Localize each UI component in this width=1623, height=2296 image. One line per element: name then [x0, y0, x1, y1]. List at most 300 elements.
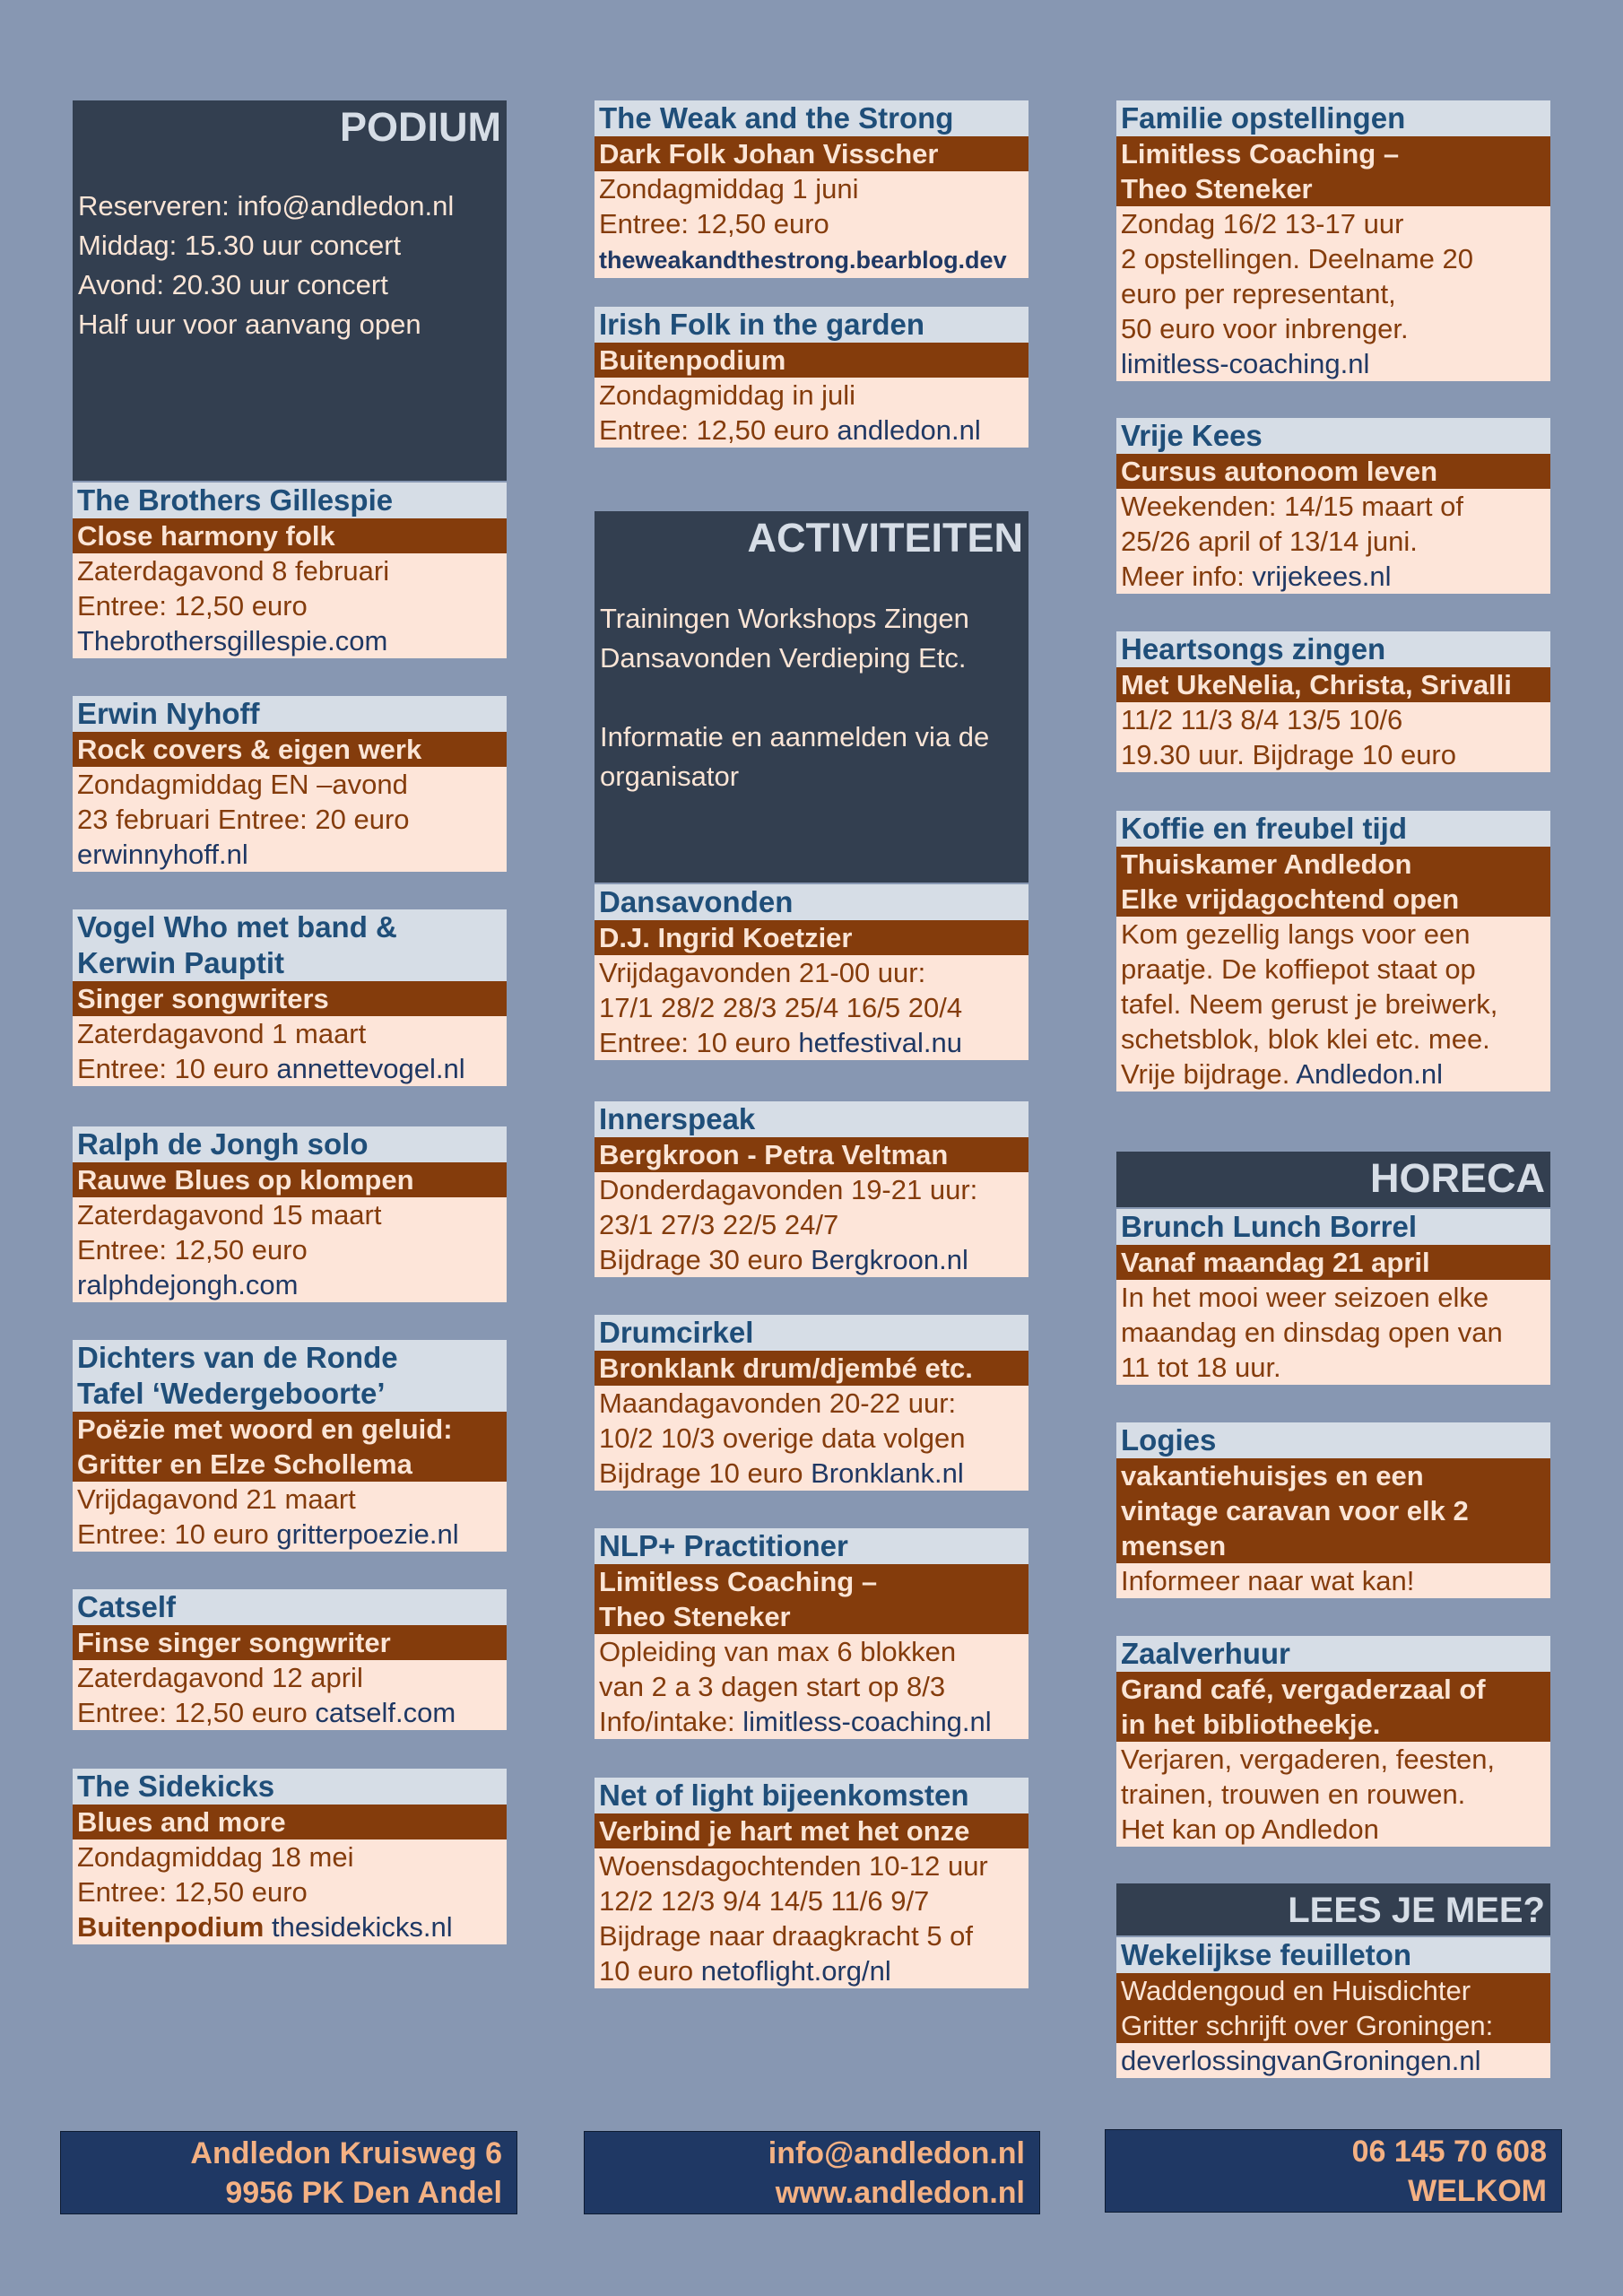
detail-text: Vrijdagavond 21 maart	[77, 1483, 356, 1515]
event-title-line: Heartsongs zingen	[1121, 632, 1386, 665]
event-detail-line	[1121, 1812, 1546, 1847]
event-subtitle-line: Verbind je hart met het onze	[599, 1815, 970, 1847]
event-subtitle	[1116, 136, 1550, 206]
event-title	[1116, 418, 1550, 454]
event-details	[595, 1634, 1028, 1739]
event-detail-line	[599, 413, 1024, 448]
event-detail-line	[599, 1883, 1024, 1918]
event-subtitle-line: Blues and more	[77, 1806, 286, 1838]
event-detail-line	[77, 553, 502, 588]
event-subtitle-line: vintage caravan voor elk 2	[1121, 1495, 1469, 1526]
event-title	[595, 1315, 1028, 1351]
event-details	[1116, 206, 1550, 381]
event-title	[1116, 1636, 1550, 1672]
event-subtitle	[73, 1162, 507, 1197]
lees-header	[1116, 1883, 1550, 1935]
detail-text: 25/26 april of 13/14 juni.	[1121, 526, 1418, 557]
event-link[interactable]: catself.com	[315, 1697, 456, 1728]
event-detail-line	[1121, 987, 1546, 1022]
event-title-line: Vogel Who met band &	[77, 910, 397, 944]
footer-phone	[1105, 2129, 1562, 2213]
event-detail-line	[77, 1909, 502, 1944]
detail-text: praatje. De koffiepot staat op	[1121, 953, 1476, 985]
activiteiten-info-line: Informatie en aanmelden via de	[600, 721, 990, 752]
event-detail-line	[599, 1207, 1024, 1242]
event-detail-line	[599, 171, 1024, 206]
event-detail-line	[77, 1051, 502, 1086]
event-detail-line	[77, 1695, 502, 1730]
event-subtitle	[73, 1625, 507, 1660]
event-detail-line	[1121, 346, 1546, 381]
event-detail-line	[599, 1953, 1024, 1988]
event-subtitle	[1116, 1672, 1550, 1742]
event-link[interactable]: Bergkroon.nl	[811, 1244, 968, 1275]
event-detail-line	[599, 1704, 1024, 1739]
podium-info-line: Reserveren: info@andledon.nl	[78, 190, 455, 222]
activiteiten-info	[595, 561, 1028, 796]
event-block	[73, 483, 507, 658]
footer-address	[60, 2131, 517, 2214]
event-subtitle	[1116, 847, 1550, 917]
footer-line: 9956 PK Den Andel	[225, 2176, 502, 2210]
event-link[interactable]: hetfestival.nu	[798, 1027, 962, 1058]
event-details	[1116, 1563, 1550, 1598]
detail-text: Entree: 12,50 euro	[599, 414, 838, 446]
event-detail-line	[599, 1421, 1024, 1456]
detail-text: Opleiding van max 6 blokken	[599, 1636, 957, 1667]
event-block	[595, 1315, 1028, 1491]
event-details	[73, 767, 507, 872]
event-detail-line	[599, 1242, 1024, 1277]
event-detail-line	[77, 1232, 502, 1267]
event-detail-line	[1121, 1350, 1546, 1385]
event-subtitle-line: vakantiehuisjes en een	[1121, 1460, 1424, 1492]
event-title-line: Familie opstellingen	[1121, 101, 1406, 135]
event-subtitle-line: in het bibliotheekje.	[1121, 1709, 1381, 1740]
detail-text: schetsblok, blok klei etc. mee.	[1121, 1023, 1490, 1055]
event-subtitle-line: Theo Steneker	[1121, 173, 1313, 204]
event-subtitle-line: Cursus autonoom leven	[1121, 456, 1438, 487]
detail-text: Zondag 16/2 13-17 uur	[1121, 208, 1404, 239]
detail-text: Donderdagavonden 19-21 uur:	[599, 1174, 978, 1205]
footer-phone-number: 06 145 70 608	[1351, 2135, 1547, 2169]
event-block	[73, 909, 507, 1086]
event-details	[595, 1172, 1028, 1277]
detail-text: Informeer naar wat kan!	[1121, 1565, 1415, 1596]
event-detail-line	[77, 837, 502, 872]
event-title	[595, 1101, 1028, 1137]
event-detail-line	[599, 1172, 1024, 1207]
event-detail-line	[599, 1634, 1024, 1669]
podium-header	[73, 100, 507, 481]
event-details	[1116, 1742, 1550, 1847]
event-detail-line	[1121, 1742, 1546, 1777]
event-block	[1116, 418, 1550, 594]
event-detail-line	[1121, 702, 1546, 737]
detail-text: Zondagmiddag 1 juni	[599, 173, 859, 204]
event-detail-line	[599, 1456, 1024, 1491]
detail-text: van 2 a 3 dagen start op 8/3	[599, 1671, 946, 1702]
detail-text: Bijdrage 30 euro	[599, 1244, 812, 1275]
detail-text: Verjaren, vergaderen, feesten,	[1121, 1744, 1496, 1775]
event-title	[73, 1340, 507, 1412]
event-block	[73, 696, 507, 872]
event-detail-line	[1121, 1022, 1546, 1057]
event-subtitle	[1116, 454, 1550, 489]
detail-text: 50 euro voor inbrenger.	[1121, 313, 1409, 344]
event-subtitle-line: Poëzie met woord en geluid:	[77, 1413, 453, 1445]
detail-text: Entree: 12,50 euro	[77, 1697, 316, 1728]
event-details	[595, 955, 1028, 1060]
event-subtitle	[595, 1813, 1028, 1848]
event-subtitle-line: mensen	[1121, 1530, 1227, 1561]
event-detail-line	[1121, 1280, 1546, 1315]
event-subtitle	[73, 1805, 507, 1839]
detail-text: Info/intake:	[599, 1706, 743, 1737]
event-title-line: Dichters van de Ronde	[77, 1341, 398, 1374]
event-detail-line	[77, 1482, 502, 1517]
event-link[interactable]: limitless-coaching.nl	[1121, 348, 1370, 379]
activiteiten-header	[595, 511, 1028, 883]
detail-text: Bijdrage naar draagkracht 5 of	[599, 1920, 974, 1952]
detail-text: Entree: 10 euro	[77, 1053, 277, 1084]
event-subtitle-line: Rauwe Blues op klompen	[77, 1164, 414, 1196]
event-detail-line	[77, 588, 502, 623]
event-detail-line	[1121, 1057, 1546, 1091]
event-subtitle-line: Limitless Coaching –	[1121, 138, 1400, 170]
event-subtitle	[595, 920, 1028, 955]
detail-text: Entree: 12,50 euro	[599, 208, 829, 239]
detail-text: Maandagavonden 20-22 uur:	[599, 1387, 957, 1419]
event-subtitle	[73, 1412, 507, 1482]
footer-welcome: WELKOM	[1408, 2174, 1547, 2208]
detail-text: 10 euro	[599, 1955, 701, 1987]
event-block	[595, 1528, 1028, 1739]
event-detail-line	[599, 955, 1024, 990]
detail-text: Zaterdagavond 12 april	[77, 1662, 363, 1693]
lees-title: Wekelijkse feuilleton	[1116, 1937, 1550, 1973]
event-details	[73, 1839, 507, 1944]
event-detail-line	[1121, 1563, 1546, 1598]
detail-text: trainen, trouwen en rouwen.	[1121, 1779, 1466, 1810]
event-title-line: NLP+ Practitioner	[599, 1529, 848, 1562]
event-details	[595, 1386, 1028, 1491]
event-detail-line	[1121, 917, 1546, 952]
event-detail-line	[1121, 952, 1546, 987]
footer-website[interactable]: www.andledon.nl	[775, 2176, 1025, 2210]
detail-text: Zondagmiddag EN –avond	[77, 769, 408, 800]
event-title	[1116, 100, 1550, 136]
event-title	[73, 1769, 507, 1805]
detail-text: tafel. Neem gerust je breiwerk,	[1121, 988, 1498, 1020]
event-details	[1116, 489, 1550, 594]
lees-subtitle-line: Gritter schrijft over Groningen:	[1121, 2010, 1494, 2041]
event-details	[595, 1848, 1028, 1988]
activiteiten-info-line: Trainingen Workshops Zingen	[600, 603, 969, 634]
event-block	[1116, 1209, 1550, 1385]
event-title-line: Ralph de Jongh solo	[77, 1127, 369, 1161]
event-link[interactable]: thesidekicks.nl	[271, 1911, 453, 1943]
event-subtitle	[73, 518, 507, 553]
event-link[interactable]: vrijekees.nl	[1252, 561, 1392, 592]
event-details	[73, 1197, 507, 1302]
podium-info-line: Middag: 15.30 uur concert	[78, 230, 402, 261]
event-block	[595, 884, 1028, 1060]
detail-text: Kom gezellig langs voor een	[1121, 918, 1471, 950]
event-link[interactable]: theweakandthestrong.bearblog.dev	[599, 247, 1007, 274]
event-title-line: Dansavonden	[599, 885, 794, 918]
podium-info-line: Half uur voor aanvang open	[78, 309, 421, 340]
event-subtitle-line: Bergkroon - Petra Veltman	[599, 1139, 949, 1170]
event-detail-line	[599, 1386, 1024, 1421]
lees-body	[1116, 2043, 1550, 2078]
event-detail-line	[77, 1517, 502, 1552]
podium-heading: PODIUM	[340, 104, 501, 150]
event-detail-line	[77, 1197, 502, 1232]
event-subtitle-line: Limitless Coaching –	[599, 1566, 878, 1597]
event-subtitle-line: Rock covers & eigen werk	[77, 734, 422, 765]
horeca-header	[1116, 1152, 1550, 1207]
lees-block	[1116, 1937, 1550, 2078]
event-block	[595, 1778, 1028, 1988]
event-detail-line	[77, 802, 502, 837]
event-detail-line	[1121, 276, 1546, 311]
event-title	[73, 483, 507, 518]
event-detail-line	[1121, 559, 1546, 594]
event-details	[73, 1016, 507, 1086]
detail-text: Zondagmiddag 18 mei	[77, 1841, 354, 1873]
event-subtitle-line: Close harmony folk	[77, 520, 335, 552]
event-detail-line	[1121, 311, 1546, 346]
event-link[interactable]: limitless-coaching.nl	[742, 1706, 992, 1737]
event-block	[73, 1589, 507, 1730]
event-details	[595, 378, 1028, 448]
detail-text: 23/1 27/3 22/5 24/7	[599, 1209, 839, 1240]
event-link[interactable]: netoflight.org/nl	[700, 1955, 891, 1987]
event-subtitle-line: Thuiskamer Andledon	[1121, 848, 1412, 880]
event-detail-line	[599, 1025, 1024, 1060]
event-title	[73, 1126, 507, 1162]
event-title	[1116, 1209, 1550, 1245]
event-link[interactable]: Bronklank.nl	[811, 1457, 964, 1489]
event-details	[73, 1482, 507, 1552]
event-title-line: Vrije Kees	[1121, 419, 1263, 452]
event-subtitle-line: Finse singer songwriter	[77, 1627, 391, 1658]
lees-link[interactable]: deverlossingvanGroningen.nl	[1121, 2045, 1481, 2076]
event-subtitle	[595, 1137, 1028, 1172]
event-detail-line	[77, 1874, 502, 1909]
event-block	[1116, 1422, 1550, 1598]
detail-text: Entree: 12,50 euro	[77, 1234, 308, 1265]
event-link[interactable]: erwinnyhoff.nl	[77, 839, 248, 870]
event-title-line: Kerwin Pauptit	[77, 946, 285, 979]
detail-text: Vrijdagavonden 21-00 uur:	[599, 957, 926, 988]
detail-text: Zondagmiddag in juli	[599, 379, 856, 411]
event-title	[595, 1528, 1028, 1564]
event-detail-line	[599, 241, 1024, 278]
detail-text: Weekenden: 14/15 maart of	[1121, 491, 1464, 522]
event-block	[595, 100, 1028, 278]
podium-info	[73, 151, 507, 344]
event-subtitle	[595, 1351, 1028, 1386]
event-subtitle-line: Met UkeNelia, Christa, Srivalli	[1121, 669, 1512, 700]
event-detail-line	[1121, 206, 1546, 241]
detail-text: Zaterdagavond 15 maart	[77, 1199, 382, 1231]
event-subtitle-line: Buitenpodium	[599, 344, 786, 376]
detail-text: Entree: 10 euro	[77, 1518, 277, 1550]
event-title-line: Net of light bijeenkomsten	[599, 1779, 969, 1812]
lees-subtitle	[1116, 1973, 1550, 2043]
activiteiten-info-line: Dansavonden Verdieping Etc.	[600, 642, 967, 674]
event-title	[595, 1778, 1028, 1813]
detail-text: Entree: 12,50 euro	[77, 1876, 308, 1908]
detail-text: 17/1 28/2 28/3 25/4 16/5 20/4	[599, 992, 963, 1023]
detail-text: Buitenpodium	[77, 1911, 265, 1943]
lees-subtitle-line: Waddengoud en Huisdichter	[1121, 1975, 1471, 2006]
event-title-line: The Sidekicks	[77, 1770, 275, 1803]
event-title-line: Koffie en freubel tijd	[1121, 812, 1408, 845]
event-subtitle	[1116, 1458, 1550, 1563]
detail-text: In het mooi weer seizoen elke	[1121, 1282, 1489, 1313]
event-title-line: Logies	[1121, 1423, 1217, 1457]
event-link[interactable]: Thebrothersgillespie.com	[77, 625, 388, 657]
event-link[interactable]: annettevogel.nl	[276, 1053, 465, 1084]
footer-email[interactable]: info@andledon.nl	[768, 2136, 1025, 2170]
detail-text: 23 februari Entree: 20 euro	[77, 804, 410, 835]
detail-text: Meer info:	[1121, 561, 1253, 592]
event-detail-line	[1121, 524, 1546, 559]
event-link[interactable]: gritterpoezie.nl	[276, 1518, 459, 1550]
event-title-line: Drumcirkel	[599, 1316, 754, 1349]
event-detail-line	[77, 1267, 502, 1302]
horeca-heading: HORECA	[1369, 1155, 1545, 1201]
event-title	[595, 100, 1028, 136]
event-subtitle-line: Elke vrijdagochtend open	[1121, 883, 1460, 915]
event-title-line: The Weak and the Strong	[599, 101, 954, 135]
event-title	[1116, 1422, 1550, 1458]
event-detail-line	[599, 378, 1024, 413]
event-title-line: The Brothers Gillespie	[77, 483, 394, 517]
detail-text: Woensdagochtenden 10-12 uur	[599, 1850, 988, 1882]
detail-text: maandag en dinsdag open van	[1121, 1317, 1503, 1348]
event-details	[1116, 702, 1550, 772]
detail-text: euro per representant,	[1121, 278, 1396, 309]
activiteiten-heading: ACTIVITEITEN	[747, 515, 1023, 561]
event-title-line: Irish Folk in the garden	[599, 308, 925, 341]
event-block	[1116, 100, 1550, 381]
event-subtitle	[1116, 667, 1550, 702]
event-detail-line	[599, 206, 1024, 241]
event-title-line: Brunch Lunch Borrel	[1121, 1210, 1418, 1243]
event-subtitle	[1116, 1245, 1550, 1280]
event-title-line: Catself	[77, 1590, 177, 1623]
event-detail-line	[599, 990, 1024, 1025]
lees-heading: LEES JE MEE?	[1288, 1891, 1545, 1930]
event-block	[73, 1340, 507, 1552]
event-block	[73, 1769, 507, 1944]
detail-text: Entree: 10 euro	[599, 1027, 799, 1058]
event-detail-line	[599, 1669, 1024, 1704]
event-subtitle	[595, 1564, 1028, 1634]
detail-text: Vrije bijdrage.	[1121, 1058, 1297, 1090]
event-details	[73, 553, 507, 658]
event-subtitle-line: D.J. Ingrid Koetzier	[599, 922, 853, 953]
event-link[interactable]: andledon.nl	[837, 414, 981, 446]
event-link[interactable]: ralphdejongh.com	[77, 1269, 299, 1300]
event-subtitle	[73, 981, 507, 1016]
event-link[interactable]: Andledon.nl	[1296, 1058, 1444, 1090]
detail-text: Entree: 12,50 euro	[77, 590, 308, 622]
event-title-line: Erwin Nyhoff	[77, 697, 260, 730]
event-block	[1116, 631, 1550, 772]
event-title	[73, 1589, 507, 1625]
event-detail-line	[77, 1016, 502, 1051]
event-subtitle	[595, 343, 1028, 378]
footer-contact	[584, 2131, 1040, 2214]
event-detail-line	[599, 1918, 1024, 1953]
event-detail-line	[77, 1839, 502, 1874]
event-title	[1116, 631, 1550, 667]
event-subtitle-line: Theo Steneker	[599, 1601, 791, 1632]
event-detail-line	[1121, 1315, 1546, 1350]
event-details	[1116, 1280, 1550, 1385]
event-detail-line	[77, 1660, 502, 1695]
event-block	[1116, 811, 1550, 1091]
detail-text: Zaterdagavond 8 februari	[77, 555, 390, 587]
event-subtitle-line: Grand café, vergaderzaal of	[1121, 1674, 1486, 1705]
event-details	[73, 1660, 507, 1730]
detail-text	[264, 1911, 272, 1943]
detail-text: 10/2 10/3 overige data volgen	[599, 1422, 966, 1454]
event-subtitle	[73, 732, 507, 767]
event-title	[1116, 811, 1550, 847]
detail-text: 11 tot 18 uur.	[1121, 1352, 1281, 1383]
event-title-line: Innerspeak	[599, 1102, 756, 1135]
detail-text: Bijdrage 10 euro	[599, 1457, 812, 1489]
event-details	[1116, 917, 1550, 1091]
event-details	[595, 171, 1028, 278]
activiteiten-info-line: organisator	[600, 761, 740, 792]
event-detail-line	[599, 1848, 1024, 1883]
event-detail-line	[1121, 1777, 1546, 1812]
detail-text: Het kan op Andledon	[1121, 1813, 1379, 1845]
detail-text: Zaterdagavond 1 maart	[77, 1018, 367, 1049]
detail-text: 12/2 12/3 9/4 14/5 11/6 9/7	[599, 1885, 930, 1917]
event-subtitle-line: Singer songwriters	[77, 983, 329, 1014]
event-subtitle-line: Dark Folk Johan Visscher	[599, 138, 939, 170]
event-block	[1116, 1636, 1550, 1847]
detail-text: 11/2 11/3 8/4 13/5 10/6	[1121, 704, 1403, 735]
event-subtitle-line: Vanaf maandag 21 april	[1121, 1247, 1430, 1278]
event-title	[73, 909, 507, 981]
activiteiten-info-line	[600, 678, 1023, 718]
event-block	[595, 1101, 1028, 1277]
event-title-line: Tafel ‘Wedergeboorte’	[77, 1377, 386, 1410]
event-subtitle-line: Bronklank drum/djembé etc.	[599, 1352, 973, 1384]
event-detail-line	[1121, 241, 1546, 276]
event-block	[595, 307, 1028, 448]
event-detail-line	[1121, 489, 1546, 524]
podium-info-line: Avond: 20.30 uur concert	[78, 269, 388, 300]
detail-text: 19.30 uur. Bijdrage 10 euro	[1121, 739, 1456, 770]
event-title-line: Zaalverhuur	[1121, 1637, 1290, 1670]
event-block	[73, 1126, 507, 1302]
event-title	[73, 696, 507, 732]
event-detail-line	[77, 767, 502, 802]
footer-line: Andledon Kruisweg 6	[190, 2136, 502, 2170]
detail-text: 2 opstellingen. Deelname 20	[1121, 243, 1473, 274]
event-title	[595, 884, 1028, 920]
